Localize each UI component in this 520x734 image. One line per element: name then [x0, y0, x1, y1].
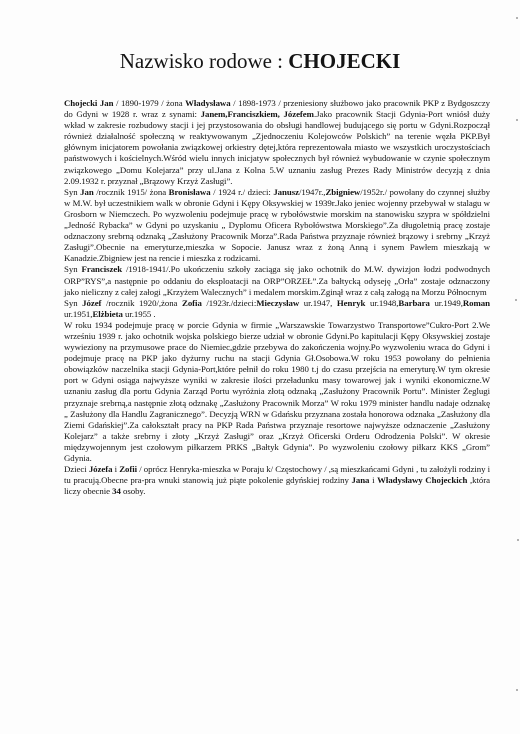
text-run: / 1890-1979 / żona — [116, 98, 186, 108]
bold-text-run: Władysława — [185, 98, 231, 108]
bold-text-run: Jana — [351, 475, 370, 486]
bold-text-run: Henryk — [336, 297, 366, 308]
paragraph — [64, 298, 490, 320]
bold-text-run: Zofia — [182, 297, 202, 308]
bold-text-run: Janusz — [273, 186, 299, 197]
paragraph — [64, 264, 490, 297]
text-run: .Jako pracownik Stacji Gdynia-Port wniósł duży wkład w zakresie rozbudowy stacji i jej przystosowania do obsługi handlowej budującego się portu w Gdyni.Rozpoczął również działalność społeczną w reaktywowanym „Zjednoczeniu Kolejowców Polskich” na terenie węzła PKP.Był głównym inicjatorem powołania związkowej orkiestry dętej,która reprezentowała miasto we wszystkich uroczystościach państwowych i kościelnych.Wśród wielu innych inicjatyw społecznych był również wybudowanie w czynie społecznym związkowego „Domu Kolejarza” przy ul.Jana z Kolna 5.W uznaniu zasług Prezes Rady Ministrów decyzją z dnia 2.09.1932 r. przyznał „Brązowy Krzyż Zasługi”. — [64, 109, 490, 186]
text-run: /rocznik 1920/,żona — [101, 297, 182, 308]
text-run: ur.1949, — [429, 297, 463, 308]
text-run: /1952r./ powołany do czynnej służby w M.W. był uczestnikiem walk w obronie Gdyni i Kępy Oksywskiej w 1939r.Jako jeniec wojenny przebywał w stalagu w Grosborn w Niemczech. Po wyzwoleniu podejmuje pracę w rybołówstwie morskim na stanowisku szypra w spółdzielni „Jedność Rybacka” w Gdyni po uzyskaniu „ Dyplomu Oficera Rybołówstwa Morskiego”.Za długoletnią pracę zostaje odznaczony srebrną odznaką „Zasłużony Pracownik Morza”.Rada Państwa przyznaje również brązowy i srebrny „Krzyż Zasługi”.Obecnie na emeryturze,mieszka w Sopocie. Janusz wraz z żoną Anną i synem Pawłem mieszkają w Kanadzie.Zbigniew jest na rencie i mieszka z rodzicami. — [64, 186, 490, 264]
text-run: Dzieci — [64, 464, 89, 475]
text-run: /1923r./dzieci: — [201, 297, 257, 308]
paragraph — [64, 464, 490, 497]
title-surname: CHOJECKI — [288, 49, 401, 73]
text-run: Syn — [64, 186, 81, 197]
text-run: Syn — [64, 297, 83, 308]
scan-speck — [517, 539, 519, 541]
title-prefix: Nazwisko rodowe : — [119, 49, 289, 73]
scan-edge-marks — [514, 0, 520, 734]
text-run: /1918-1941/.Po ukończeniu szkoły zaciąga się jako ochotnik do M.W. dywizjon łodzi podwodnych ORP”RYS”,a następnie po oddaniu do eksploatacji na ORP”ORZEŁ”.Za bałtycką odyseję „Orła” zostaje odznaczony jako nieliczny z całej załogi „Krzyżem Walecznych” i medalem morskim.Zginął wraz z całą załogą na Morzu Północnym — [64, 264, 490, 297]
bold-text-run: Elżbieta — [92, 308, 123, 319]
bold-text-run: 34 — [112, 486, 121, 497]
paragraph — [64, 187, 490, 265]
text-run: ur.1948, — [365, 297, 399, 308]
page-title — [0, 48, 520, 74]
bold-text-run: Mieczysław — [256, 297, 300, 308]
text-run: / 1898-1973 / przeniesiony służbowo jako pracownik PKP z Bydgoszczy do Gdyni w 1928 r. wraz z synami: — [64, 98, 490, 120]
bold-text-run: Franciszek — [81, 264, 123, 275]
text-run: ur.1947, — [299, 297, 337, 308]
text-run: Syn — [64, 264, 82, 275]
paragraph — [64, 320, 490, 464]
scan-speck — [516, 17, 518, 19]
text-run: W roku 1934 podejmuje pracę w porcie Gdynia w firmie „Warszawskie Towarzystwo Transportowe”Cukro-Port 2.We wrześniu 1939 r. jako ochotnik wojska polskiego bierze udział w obronie Gdyni.Po kapitulacji Kępy Oksywskiej zostaje wywieziony na przymusowe prace do Niemiec,gdzie przebywa do zakończenia wojny.Po wyzwoleniu wraca do Gdyni i podejmuje pracę na PKP jako dyżurny ruchu na stacji Gdynia Gł.Osobowa.W roku 1953 powołany do pełnienia obowiązków naczelnika stacji Gdynia-Port,które pełnił do roku 1980 t.j do czasu przejścia na emeryturę.W tym okresie port w Gdyni osiąga najwyższe wyniki w zakresie ilości przeładunku masy towarowej jak i wyniki ekonomiczne.W uznaniu zasług dla portu Gdynia Zarząd Portu wyróżnia złotą odznaką „Zasłużony Pracownik Portu”. Minister Żeglugi przyznaje srebrną,a następnie złotą odznakę „Zasłużony Pracownik Morza” W roku 1979 minister handlu nadaje odznakę „ Zasłużony dla Handlu Zagranicznego”. Decyzją WRN w Gdańsku przyznana została honorowa odznaka „Zasłużony dla Ziemi Gdańskiej”.Za całokształt pracy na PKP Rada Państwa przyznaje resortowe najwyższe odznaczenie „Zasłużony Kolejarz” a także srebrny i złoty „Krzyż Zasługi” oraz „Krzyż Oficerski Orderu Odrodzenia Polski”. W okresie międzywojennym jest czołowym piłkarzem PRKS „Bałtyk Gdynia”. Po wyzwoleniu czołowy piłkarz KKS „Grom” Gdynia. — [64, 319, 490, 463]
bold-text-run: Bronisława — [168, 186, 211, 197]
bold-text-run: Józef — [82, 297, 102, 308]
bold-text-run: Zbigniew — [325, 186, 361, 197]
bold-text-run: Józefa — [88, 464, 113, 475]
text-run: /rocznik 1915/ żona — [93, 186, 169, 197]
paragraph — [64, 98, 490, 187]
text-run: / oprócz Henryka-mieszka w Poraju k/ Częstochowy / ,są mieszkańcami Gdyni , tu założyli rodziny i tu pracują.Obecne pra-pra wnuki stanowią już piąte pokolenie gdyńskiej rodziny — [64, 464, 490, 486]
bold-text-run: Roman — [462, 297, 490, 308]
text-run: ,która liczy obecnie — [64, 475, 490, 497]
bold-text-run: Zofii — [119, 464, 138, 475]
bold-text-run: Barbara — [398, 297, 430, 308]
text-run: /1947r., — [298, 186, 326, 197]
text-run: ur.1951, — [64, 308, 93, 319]
document-body — [64, 98, 490, 497]
bold-text-run: Jan — [80, 186, 94, 197]
bold-text-run: Władysławy Chojeckich — [377, 475, 468, 486]
text-run: i — [369, 475, 378, 486]
text-run: osoby. — [120, 486, 146, 497]
bold-text-run: Janem,Franciszkiem, Józefem — [200, 109, 314, 120]
scan-speck — [516, 119, 518, 121]
text-run: / 1924 r./ dzieci: — [210, 186, 274, 197]
scan-speck — [515, 299, 517, 301]
scan-speck — [516, 689, 518, 691]
text-run: ur.1955 . — [122, 308, 156, 319]
text-run: i — [112, 464, 120, 475]
bold-text-run: Chojecki Jan — [64, 98, 116, 108]
